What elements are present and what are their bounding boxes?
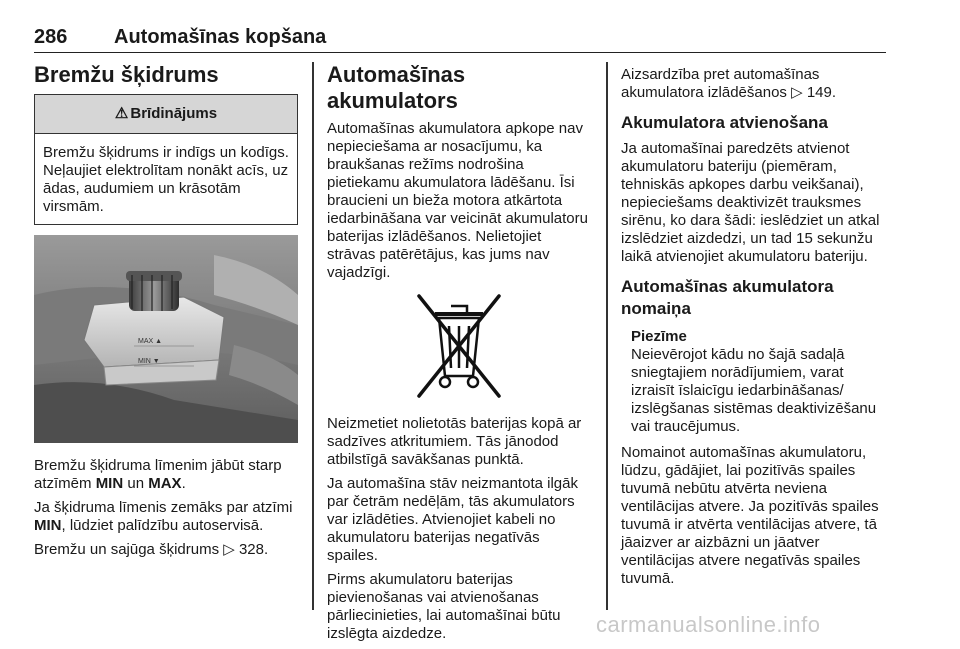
warning-body — [35, 134, 297, 224]
reservoir-photo-drawing — [34, 235, 298, 443]
note-title: Piezīme — [631, 328, 687, 345]
section-heading-replacement: Automašīnas akumulatora nomaiņa — [621, 277, 834, 318]
battery-discharge-reference — [621, 66, 891, 102]
battery-connect-text: Pirms akumulatoru baterijas pievienošanas vai atvienošanas pārliecinieties, lai automašīnai būtu izslēgta aizdedze. — [327, 571, 561, 642]
warning-title: Brīdinājums — [130, 105, 218, 122]
text-span: . — [181, 475, 186, 492]
battery-maintenance-text: Automašīnas akumulatora apkope nav nepieciešama ar nosacījumu, ka braukšanas režīms nodrošina pietiekamu akumulatora lādēšanu. Īsi braucieni un bieža motora atkārtota iedarbināšana var veicināt akumulatoru baterijas izlādēšanos. Nelietojiet strāvas patērētājus, kas jums nav vajadzīgi. — [327, 120, 588, 281]
battery-disposal-text: Neizmetiet nolietotās baterijas kopā ar sadzīves atkritumiem. Tās jānodod atbilstīgā savākšanas punktā. — [327, 415, 582, 468]
battery-replacement-text: Nomainot automašīnas akumulatoru, lūdzu, gādājiet, lai pozitīvās spailes tuvumā nebūtu atvērta neviena ventilācijas atvere. Ja pozitīvās spailes tuvumā ir atvērta ventilācijas atvere, tā jāaizver ar aizbāzni un jāatver ventilācijas atvere negatīvās spailes tuvumā. — [621, 444, 879, 587]
page-header — [34, 26, 886, 53]
page-number: 286 — [34, 26, 68, 48]
column-divider — [606, 62, 608, 610]
column-vehicle-battery — [327, 58, 591, 649]
column-divider — [312, 62, 314, 610]
page-reference-arrow-icon: ▷ — [223, 541, 235, 558]
section-heading-brake-fluid: Bremžu šķidrums — [34, 62, 219, 87]
column-battery-continued — [621, 58, 891, 594]
section-heading-vehicle-battery: Automašīnas akumulators — [327, 62, 466, 113]
crossed-bin-symbol — [327, 292, 591, 405]
text-span: Ja šķidruma līmenis zemāks par atzīmi — [34, 499, 293, 516]
brake-fluid-low-text — [34, 499, 298, 535]
watermark: carmanualsonline.info — [596, 612, 821, 637]
max-mark-label: MAX ▲ — [138, 338, 163, 345]
brake-fluid-level-text — [34, 457, 298, 493]
text-span: Bremžu šķidruma līmenim jābūt starp atzīmēm — [34, 457, 282, 492]
note-text: Neievērojot kādu no šajā sadaļā sniegtajiem norādījumiem, varat izraisīt īslaicīgu iedarbināšanas/ izslēgšanas sistēmas deaktivizēšanu vai traucējumus. — [631, 346, 877, 435]
warning-box — [34, 94, 298, 225]
column-brake-fluid — [34, 58, 298, 565]
brake-fluid-reference — [34, 541, 298, 559]
text-span: Bremžu un sajūga šķidrums — [34, 541, 224, 558]
min-bold: MIN — [95, 475, 124, 492]
text-span: un — [123, 475, 149, 492]
warning-text: Bremžu šķidrums ir indīgs un kodīgs. Neļaujiet elektrolītam nonākt acīs, uz ādas, audumiem un krāsotām virsmām. — [43, 144, 289, 215]
warning-header — [35, 95, 297, 134]
text-span: Aizsardzība pret automašīnas akumulatora izlādēšanos — [621, 66, 820, 101]
warning-triangle-icon: ⚠ — [114, 105, 129, 122]
page-reference-arrow-icon: ▷ — [791, 84, 803, 101]
max-bold: MAX — [148, 475, 182, 492]
min-mark-label: MIN ▼ — [138, 358, 160, 365]
note-block — [621, 328, 891, 436]
battery-storage-text: Ja automašīna stāv neizmantota ilgāk par četrām nedēļām, tās akumulators var izlādēties. Atvienojiet kabeli no akumulatoru baterijas negatīvās spailes. — [327, 475, 578, 564]
section-heading-disconnect: Akumulatora atvienošana — [621, 113, 828, 132]
text-span: , lūdziet palīdzību autoservisā. — [61, 517, 264, 534]
page-reference-link[interactable]: 328. — [238, 541, 269, 558]
crossed-out-bin-icon — [413, 292, 505, 400]
page-reference-link[interactable]: 149. — [806, 84, 837, 101]
running-title: Automašīnas kopšana — [114, 26, 327, 48]
battery-disconnect-text: Ja automašīnai paredzēts atvienot akumulatoru bateriju (piemēram, tehniskās apkopes darbu veikšanai), nepieciešams deaktivizēt trauksmes sirēnu, ko dara šādi: ieslēdziet un atkal izslēdziet aizdedzi, un tad 15 sekunžu laikā atvienojiet akumulatoru bateriju. — [621, 140, 880, 265]
min-bold: MIN — [34, 517, 62, 534]
brake-fluid-reservoir-photo — [34, 235, 298, 443]
